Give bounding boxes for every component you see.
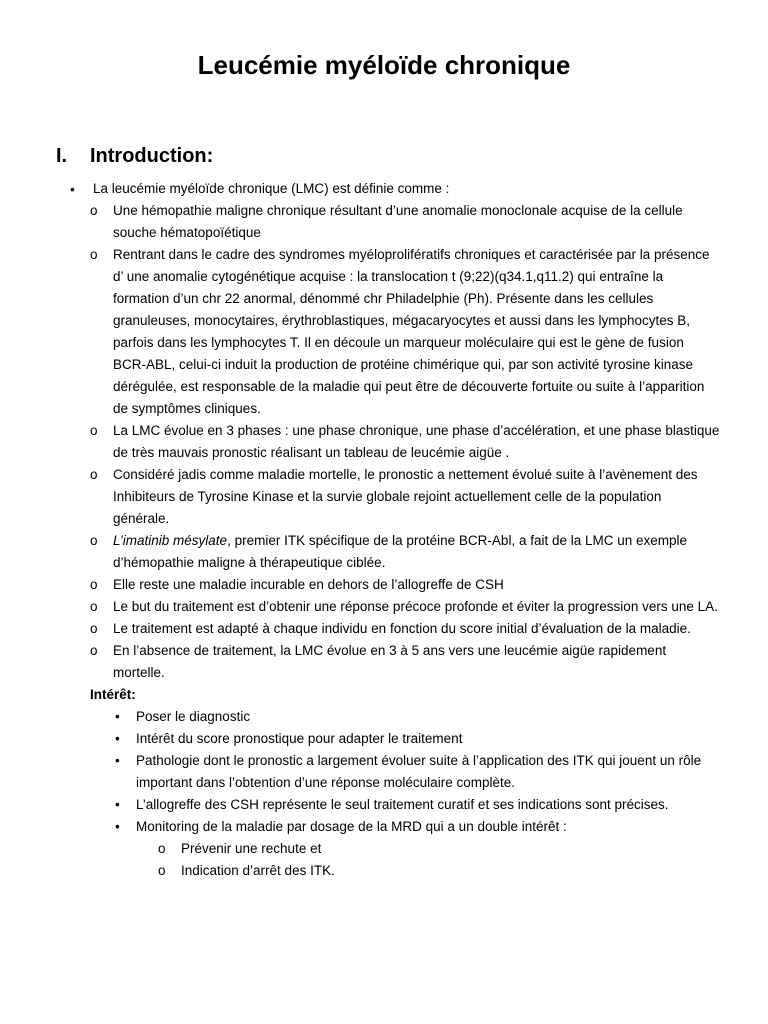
list-item-text: Intérêt du score pronostique pour adapter le traitement	[136, 731, 463, 746]
intro-list	[0, 178, 768, 882]
list-item-text: Prévenir une rechute et	[181, 841, 322, 856]
bullet-dot-icon: •	[115, 709, 120, 724]
list-item	[0, 618, 768, 640]
list-item	[0, 244, 768, 420]
circle-bullet-icon: o	[90, 533, 98, 548]
list-item	[0, 706, 768, 728]
list-item	[0, 464, 768, 530]
circle-bullet-icon: o	[90, 599, 98, 614]
circle-bullet-icon: o	[158, 863, 166, 878]
list-item	[0, 200, 768, 244]
list-item	[0, 750, 768, 794]
circle-bullet-icon: o	[90, 577, 98, 592]
list-item	[0, 640, 768, 684]
list-item-text: Rentrant dans le cadre des syndromes myéloprolifératifs chroniques et caractérisée par la présence d’ une anomalie cytogénétique acquise : la translocation t (9;22)(q34.1,q11.2) qui entraîne la formation d’un chr 22 anormal, dénommé chr Philadelphie (Ph). Présente dans les cellules granuleuses, monocytaires, érythroblastiques, mégacaryocytes et aussi dans les lymphocytes B, parfois dans les lymphocytes T. Il en découle un marqueur moléculaire qui est le gène de fusion BCR-ABL, celui-ci induit la production de protéine chimérique qui, par son activité tyrosine kinase dérégulée, est responsable de la maladie qui peut être de découverte fortuite ou suite à l’apparition de symptômes cliniques.	[113, 247, 710, 416]
list-item-text: Monitoring de la maladie par dosage de la MRD qui a un double intérêt :	[136, 819, 567, 834]
interet-list	[0, 706, 768, 838]
section-number: I.	[56, 145, 68, 167]
intro-bullet-text: La leucémie myéloïde chronique (LMC) est définie comme :	[93, 181, 450, 196]
list-item-text: La LMC évolue en 3 phases : une phase chronique, une phase d’accélération, et une phase blastique de très mauvais pronostic réalisant un tableau de leucémie aigüe .	[113, 423, 720, 460]
list-item	[0, 574, 768, 596]
circle-bullet-icon: o	[158, 841, 166, 856]
bullet-dot-icon: •	[115, 797, 120, 812]
list-item	[0, 838, 768, 860]
list-item-text: Pathologie dont le pronostic a largement évoluer suite à l’application des ITK qui jouent un rôle important dans l’obtention d’une réponse moléculaire complète.	[136, 753, 702, 790]
list-item-text: Le but du traitement est d’obtenir une réponse précoce profonde et éviter la progression vers une LA.	[113, 599, 718, 614]
list-item-text: Indication d’arrêt des ITK.	[181, 863, 335, 878]
circle-bullet-icon: o	[90, 643, 98, 658]
list-item	[0, 860, 768, 882]
circle-bullet-icon: o	[90, 423, 98, 438]
circle-bullet-icon: o	[90, 247, 98, 262]
list-item	[0, 728, 768, 750]
circle-bullet-icon: o	[90, 621, 98, 636]
bullet-dot-icon: •	[115, 819, 120, 834]
list-item	[0, 420, 768, 464]
page-title: Leucémie myéloïde chronique	[197, 50, 571, 80]
list-item-text: Poser le diagnostic	[136, 709, 251, 724]
section-title: Introduction:	[90, 145, 214, 167]
list-item-text: L’allogreffe des CSH représente le seul traitement curatif et ses indications sont précises.	[136, 797, 669, 812]
list-item	[0, 596, 768, 618]
list-item	[0, 530, 768, 574]
list-item	[0, 794, 768, 816]
bullet-dot-icon: •	[115, 731, 120, 746]
list-item-text: En l’absence de traitement, la LMC évolue en 3 à 5 ans vers une leucémie aigüe rapidement mortelle.	[113, 643, 667, 680]
definition-sub-list	[0, 200, 768, 684]
bullet-dot-icon: •	[70, 181, 75, 197]
circle-bullet-icon: o	[90, 467, 98, 482]
imatinib-rest-text: , premier ITK spécifique de la protéine BCR-Abl, a fait de la LMC un exemple d’hémopathie maligne à thérapeutique ciblée.	[113, 533, 688, 570]
bullet-dot-icon: •	[115, 753, 120, 768]
mrd-sub-list	[0, 838, 768, 882]
list-item-text: Considéré jadis comme maladie mortelle, le pronostic a nettement évolué suite à l’avènement des Inhibiteurs de Tyrosine Kinase et la survie globale rejoint actuellement celle de la population générale.	[113, 467, 698, 526]
intro-bullet-item	[0, 178, 768, 200]
list-item-text: Le traitement est adapté à chaque individu en fonction du score initial d’évaluation de la maladie.	[113, 621, 691, 636]
circle-bullet-icon: o	[90, 203, 98, 218]
section-heading	[56, 145, 213, 168]
list-item-text: Une hémopathie maligne chronique résultant d’une anomalie monoclonale acquise de la cellule souche hématopoïétique	[113, 203, 683, 240]
list-item	[0, 816, 768, 838]
imatinib-italic-text: L’imatinib mésylate	[113, 533, 228, 548]
interet-heading: Intérêt:	[90, 687, 136, 702]
list-item-text: Elle reste une maladie incurable en dehors de l’allogreffe de CSH	[113, 577, 504, 592]
sub-list-container	[0, 200, 768, 882]
